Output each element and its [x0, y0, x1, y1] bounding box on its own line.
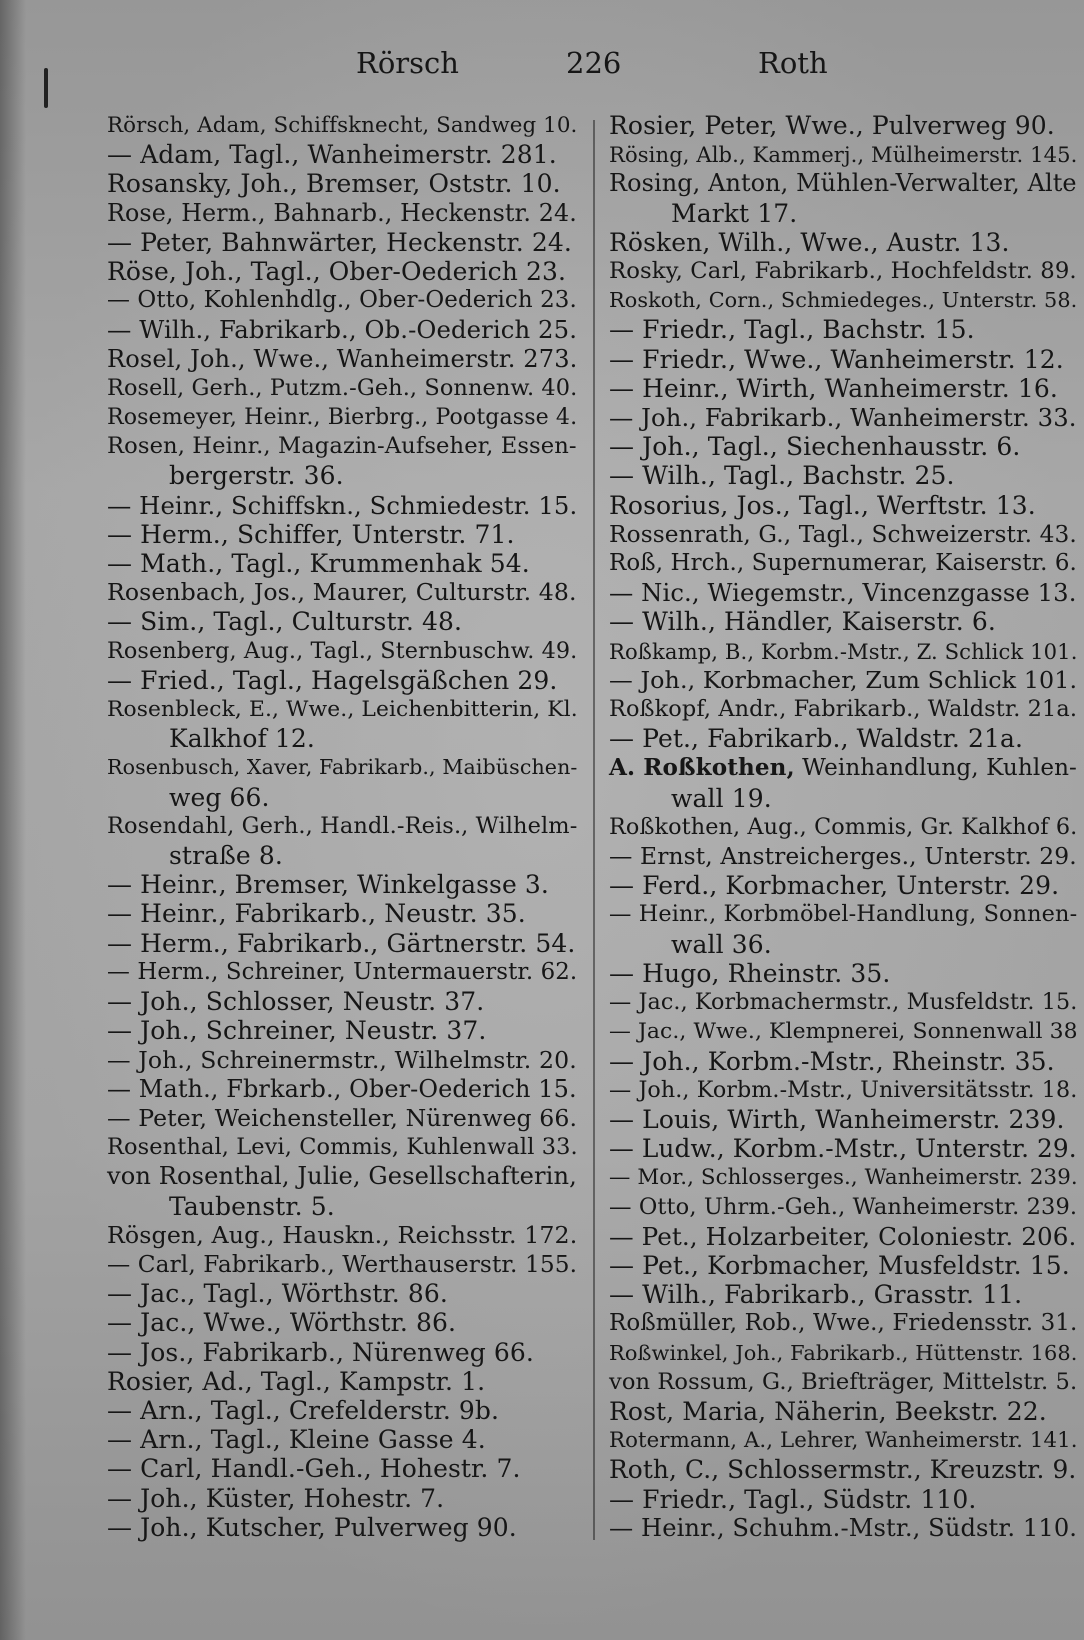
directory-entry: — Herm., Schreiner, Untermauerstr. 62. — [107, 958, 578, 985]
directory-entry: — Carl, Handl.-Geh., Hohestr. 7. — [107, 1454, 521, 1484]
directory-entry: Rosenbusch, Xaver, Fabrikarb., Maibüschen- — [107, 755, 578, 780]
directory-entry: — Joh., Korbm.-Mstr., Rheinstr. 35. — [609, 1046, 1055, 1076]
directory-entry: Roßwinkel, Joh., Fabrikarb., Hüttenstr. 168. — [609, 1340, 1078, 1365]
directory-entry: — Pet., Fabrikarb., Waldstr. 21a. — [609, 724, 1024, 754]
directory-entry: — Heinr., Schuhm.-Mstr., Südstr. 110. — [609, 1513, 1078, 1542]
directory-entry: von Rossum, G., Briefträger, Mittelstr. 5. — [609, 1368, 1078, 1395]
header-last-name: Roth — [758, 46, 828, 80]
directory-entry: Rost, Maria, Näherin, Beekstr. 22. — [609, 1396, 1047, 1426]
directory-entry: — Arn., Tagl., Kleine Gasse 4. — [107, 1425, 486, 1455]
directory-entry: Rose, Herm., Bahnarb., Heckenstr. 24. — [107, 198, 577, 227]
directory-entry-continuation: bergerstr. 36. — [169, 461, 344, 491]
directory-entry: — Heinr., Schiffskn., Schmiedestr. 15. — [107, 490, 578, 520]
directory-entry: Roßkamp, B., Korbm.-Mstr., Z. Schlick 101. — [609, 638, 1078, 664]
directory-entry: — Otto, Uhrm.-Geh., Wanheimerstr. 239. — [609, 1193, 1078, 1220]
directory-entry: Rörsch, Adam, Schiffsknecht, Sandweg 10. — [107, 113, 578, 138]
directory-entry: — Jac., Wwe., Wörthstr. 86. — [107, 1308, 457, 1338]
directory-entry: — Mor., Schlosserges., Wanheimerstr. 239. — [609, 1165, 1078, 1191]
directory-entry: Rösken, Wilh., Wwe., Austr. 13. — [609, 227, 1010, 257]
directory-entry: — Louis, Wirth, Wanheimerstr. 239. — [609, 1104, 1065, 1134]
directory-entry: — Wilh., Händler, Kaiserstr. 6. — [609, 607, 996, 637]
directory-entry: — Heinr., Korbmöbel-Handlung, Sonnen- — [609, 901, 1078, 928]
directory-entry: Rosel, Joh., Wwe., Wanheimerstr. 273. — [107, 344, 578, 373]
directory-entry: Röse, Joh., Tagl., Ober-Oederich 23. — [107, 257, 567, 287]
directory-entry: — Friedr., Tagl., Bachstr. 15. — [609, 315, 975, 345]
directory-entry-continuation: wall 19. — [671, 783, 772, 813]
directory-entry: Rösgen, Aug., Hauskn., Reichsstr. 172. — [107, 1220, 578, 1249]
directory-entry: — Jac., Tagl., Wörthstr. 86. — [107, 1279, 448, 1309]
directory-entry: Rosenberg, Aug., Tagl., Sternbuschw. 49. — [107, 637, 578, 664]
directory-entry: Rotermann, A., Lehrer, Wanheimerstr. 141. — [609, 1428, 1078, 1454]
bold-business-name: A. Roßkothen, — [609, 754, 795, 782]
directory-entry: Rosorius, Jos., Tagl., Werftstr. 13. — [609, 490, 1036, 520]
directory-entry: — Friedr., Wwe., Wanheimerstr. 12. — [609, 344, 1064, 374]
directory-entry: — Arn., Tagl., Crefelderstr. 9b. — [107, 1395, 500, 1425]
directory-entry: — Sim., Tagl., Culturstr. 48. — [107, 607, 463, 637]
page-edge-shadow — [0, 0, 26, 1640]
directory-entry-continuation: straße 8. — [169, 841, 283, 871]
directory-entry: Rosenbach, Jos., Maurer, Culturstr. 48. — [107, 578, 577, 607]
directory-entry: — Joh., Küster, Hohestr. 7. — [107, 1483, 445, 1513]
column-divider — [593, 120, 595, 1540]
directory-entry: von Rosenthal, Julie, Gesellschafterin, — [107, 1162, 577, 1191]
directory-entry: — Heinr., Wirth, Wanheimerstr. 16. — [609, 373, 1058, 403]
directory-entry: — Joh., Fabrikarb., Wanheimerstr. 33. — [609, 403, 1077, 433]
directory-entry: — Wilh., Fabrikarb., Ob.-Oederich 25. — [107, 315, 578, 345]
header-first-name: Rörsch — [356, 46, 459, 80]
page-number: 226 — [566, 46, 622, 80]
directory-entry: Rosell, Gerh., Putzm.-Geh., Sonnenw. 40. — [107, 374, 578, 401]
directory-entry: Roßkothen, Aug., Commis, Gr. Kalkhof 6. — [609, 813, 1078, 840]
directory-entry: — Heinr., Fabrikarb., Neustr. 35. — [107, 899, 526, 929]
directory-entry: — Ludw., Korbm.-Mstr., Unterstr. 29. — [609, 1134, 1077, 1164]
directory-entry: Roß, Hrch., Supernumerar, Kaiserstr. 6. — [609, 550, 1077, 577]
directory-entry-continuation: Taubenstr. 5. — [169, 1191, 335, 1221]
directory-entry: — Wilh., Fabrikarb., Grasstr. 11. — [609, 1280, 1023, 1310]
directory-entry: A. Roßkothen, Weinhandlung, Kuhlen- — [609, 754, 1077, 782]
directory-entry: — Carl, Fabrikarb., Werthauserstr. 155. — [107, 1250, 578, 1278]
directory-entry: Rosenbleck, E., Wwe., Leichenbitterin, Kl. — [107, 697, 578, 723]
directory-entry: Rosansky, Joh., Bremser, Oststr. 10. — [107, 169, 561, 199]
directory-entry: — Joh., Tagl., Siechenhausstr. 6. — [609, 432, 1021, 462]
directory-entry-continuation: Markt 17. — [671, 198, 798, 228]
directory-entry: — Heinr., Bremser, Winkelgasse 3. — [107, 870, 549, 900]
directory-entry: — Nic., Wiegemstr., Vincenzgasse 13. — [609, 578, 1077, 608]
directory-entry-continuation: wall 36. — [671, 929, 772, 959]
directory-entry: — Joh., Korbm.-Mstr., Universitätsstr. 18. — [609, 1076, 1078, 1103]
directory-entry: Roßkopf, Andr., Fabrikarb., Waldstr. 21a. — [609, 696, 1078, 723]
directory-entry: Rosier, Peter, Wwe., Pulverweg 90. — [609, 111, 1055, 140]
directory-entry: Rosenthal, Levi, Commis, Kuhlenwall 33. — [107, 1134, 578, 1161]
directory-entry: Rosky, Carl, Fabrikarb., Hochfeldstr. 89. — [609, 258, 1077, 285]
directory-entry: — Pet., Korbmacher, Musfeldstr. 15. — [609, 1250, 1070, 1280]
directory-entry: — Pet., Holzarbeiter, Coloniestr. 206. — [609, 1221, 1077, 1251]
directory-entry-continuation: weg 66. — [169, 782, 270, 812]
directory-entry: — Joh., Kutscher, Pulverweg 90. — [107, 1512, 517, 1542]
directory-entry: — Peter, Bahnwärter, Heckenstr. 24. — [107, 227, 572, 257]
directory-entry: Rossenrath, G., Tagl., Schweizerstr. 43. — [609, 520, 1077, 548]
directory-entry: — Jos., Fabrikarb., Nürenweg 66. — [107, 1337, 534, 1367]
directory-entry: — Joh., Schlosser, Neustr. 37. — [107, 987, 485, 1017]
directory-entry: — Jac., Wwe., Klempnerei, Sonnenwall 38 — [609, 1019, 1078, 1045]
directory-entry: — Friedr., Tagl., Südstr. 110. — [609, 1484, 977, 1514]
directory-entry: — Herm., Schiffer, Unterstr. 71. — [107, 519, 515, 549]
directory-entry: Rosemeyer, Heinr., Bierbrg., Pootgasse 4. — [107, 404, 578, 431]
left-column — [107, 111, 577, 1640]
directory-entry: — Peter, Weichensteller, Nürenweg 66. — [107, 1103, 578, 1132]
directory-entry: — Math., Tagl., Krummenhak 54. — [107, 549, 530, 579]
directory-entry: — Math., Fbrkarb., Ober-Oederich 15. — [107, 1074, 577, 1103]
directory-entry: Roßmüller, Rob., Wwe., Friedensstr. 31. — [609, 1310, 1078, 1337]
directory-entry: — Joh., Korbmacher, Zum Schlick 101. — [609, 665, 1078, 694]
directory-entry: Rosen, Heinr., Magazin-Aufseher, Essen- — [107, 433, 577, 460]
directory-entry: — Herm., Fabrikarb., Gärtnerstr. 54. — [107, 928, 576, 958]
directory-entry: — Wilh., Tagl., Bachstr. 25. — [609, 461, 955, 491]
directory-entry: — Joh., Schreiner, Neustr. 37. — [107, 1016, 487, 1046]
directory-entry: Rosing, Anton, Mühlen-Verwalter, Alte — [609, 169, 1077, 198]
directory-entry-continuation: Kalkhof 12. — [169, 724, 315, 754]
directory-entry: Roth, C., Schlossermstr., Kreuzstr. 9. — [609, 1455, 1077, 1485]
directory-entry: Roskoth, Corn., Schmiedeges., Unterstr. 58. — [609, 288, 1078, 313]
directory-entry: — Fried., Tagl., Hagelsgäßchen 29. — [107, 665, 558, 695]
directory-entry: — Ferd., Korbmacher, Unterstr. 29. — [609, 871, 1060, 901]
directory-entry: — Adam, Tagl., Wanheimerstr. 281. — [107, 140, 557, 170]
directory-entry: — Jac., Korbmachermstr., Musfeldstr. 15. — [609, 989, 1078, 1016]
directory-entry: — Ernst, Anstreicherges., Unterstr. 29. — [609, 842, 1077, 871]
running-header — [0, 38, 1084, 88]
directory-entry: Rosier, Ad., Tagl., Kampstr. 1. — [107, 1366, 486, 1396]
right-column — [609, 111, 1077, 1640]
directory-entry: Rosendahl, Gerh., Handl.-Reis., Wilhelm- — [107, 812, 578, 839]
directory-entry: — Hugo, Rheinstr. 35. — [609, 958, 891, 988]
directory-entry: — Joh., Schreinermstr., Wilhelmstr. 20. — [107, 1045, 577, 1074]
directory-entry: Rösing, Alb., Kammerj., Mülheimerstr. 145. — [609, 142, 1078, 168]
directory-entry: — Otto, Kohlenhdlg., Ober-Oederich 23. — [107, 287, 577, 314]
